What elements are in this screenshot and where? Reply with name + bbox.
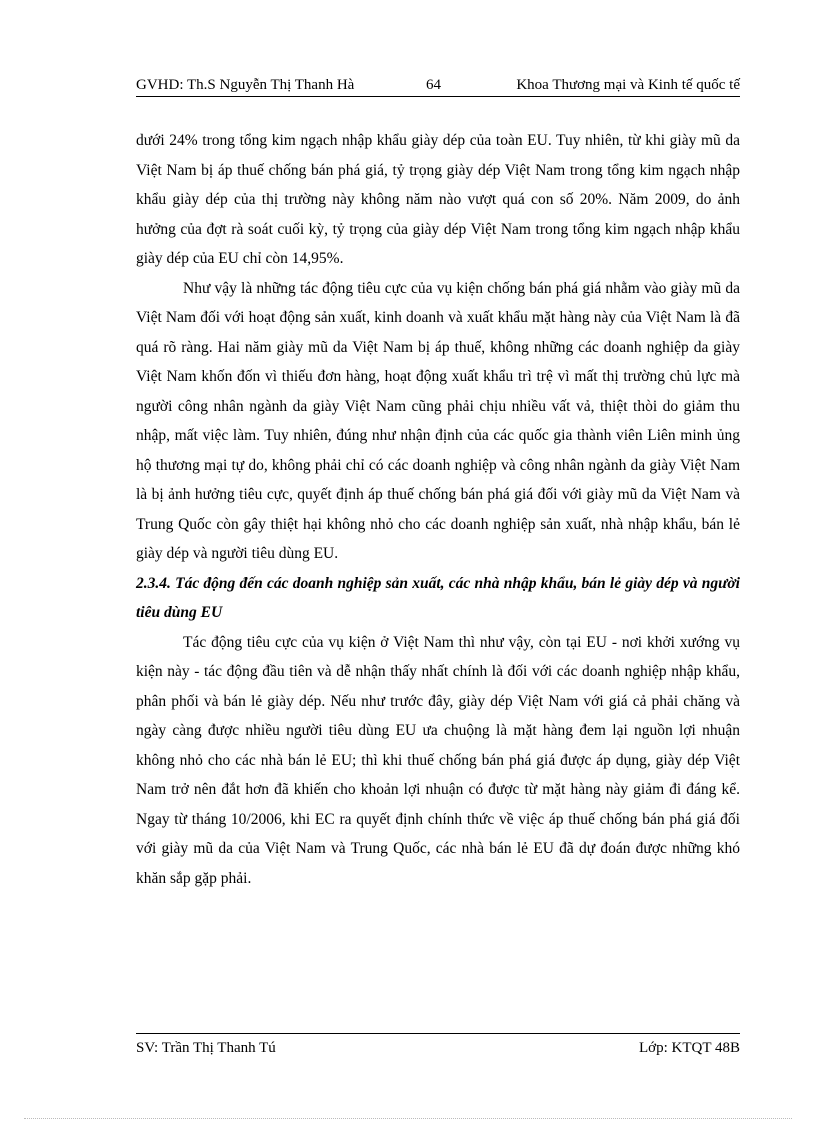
header-page-number: 64 — [426, 77, 441, 93]
document-body — [136, 126, 740, 893]
page-bottom-edge — [24, 1118, 792, 1119]
header-faculty: Khoa Thương mại và Kinh tế quốc tế — [516, 77, 740, 93]
paragraph-impact-summary: Như vậy là những tác động tiêu cực của vụ kiện chống bán phá giá nhằm vào giày mũ da Việt Nam đối với hoạt động sản xuất, kinh doanh và xuất khẩu mặt hàng này của Việt Nam là đã quá rõ ràng. Hai năm giày mũ da Việt Nam bị áp thuế, không những các doanh nghiệp da giày Việt Nam khốn đốn vì thiếu đơn hàng, hoạt động xuất khẩu trì trệ vì mất thị trường chủ lực mà người công nhân ngành da giày Việt Nam cũng phải chịu nhiều vất vả, thiệt thòi do giảm thu nhập, mất việc làm. Tuy nhiên, đúng như nhận định của các quốc gia thành viên Liên minh ủng hộ thương mại tự do, không phải chỉ có các doanh nghiệp và công nhân ngành da giày Việt Nam là bị ảnh hưởng tiêu cực, quyết định áp thuế chống bán phá giá đối với giày mũ da Việt Nam và Trung Quốc còn gây thiệt hại không nhỏ cho các doanh nghiệp sản xuất, nhà nhập khẩu, bán lẻ giày dép và người tiêu dùng EU. — [136, 279, 740, 562]
footer-class: Lớp: KTQT 48B — [639, 1040, 740, 1056]
header-advisor: GVHD: Th.S Nguyễn Thị Thanh Hà — [136, 77, 355, 93]
paragraph-continuation: dưới 24% trong tổng kim ngạch nhập khẩu giày dép của toàn EU. Tuy nhiên, từ khi giày mũ da Việt Nam bị áp thuế chống bán phá giá, tỷ trọng giày dép Việt Nam trong tổng kim ngạch nhập khẩu giày dép của thị trường này không năm nào vượt quá con số 20%. Năm 2009, do ảnh hưởng của đợt rà soát cuối kỳ, tỷ trọng của giày dép Việt Nam trong tổng kim ngạch nhập khẩu giày dép của EU chỉ còn 14,95%. — [136, 132, 740, 267]
section-heading: 2.3.4. Tác động đến các doanh nghiệp sản xuất, các nhà nhập khẩu, bán lẻ giày dép và người tiêu dùng EU — [136, 574, 740, 621]
footer-student: SV: Trần Thị Thanh Tú — [136, 1040, 276, 1056]
page-header — [136, 74, 740, 97]
paragraph-eu-impact: Tác động tiêu cực của vụ kiện ở Việt Nam thì như vậy, còn tại EU - nơi khởi xướng vụ kiện này - tác động đầu tiên và dễ nhận thấy nhất chính là đối với các doanh nghiệp nhập khẩu, phân phối và bán lẻ giày dép. Nếu như trước đây, giày dép Việt Nam với giá cả phải chăng và ngày càng được nhiều người tiêu dùng EU ưa chuộng là mặt hàng đem lại nguồn lợi nhuận không nhỏ cho các nhà bán lẻ EU; thì khi thuế chống bán phá giá được áp dụng, giày dép Việt Nam trở nên đắt hơn đã khiến cho khoản lợi nhuận có được từ mặt hàng này giảm đi đáng kể. Ngay từ tháng 10/2006, khi EC ra quyết định chính thức về việc áp thuế chống bán phá giá đối với giày mũ da của Việt Nam và Trung Quốc, các nhà bán lẻ EU đã dự đoán được những khó khăn sắp gặp phải. — [136, 633, 740, 887]
page-footer — [136, 1033, 740, 1058]
